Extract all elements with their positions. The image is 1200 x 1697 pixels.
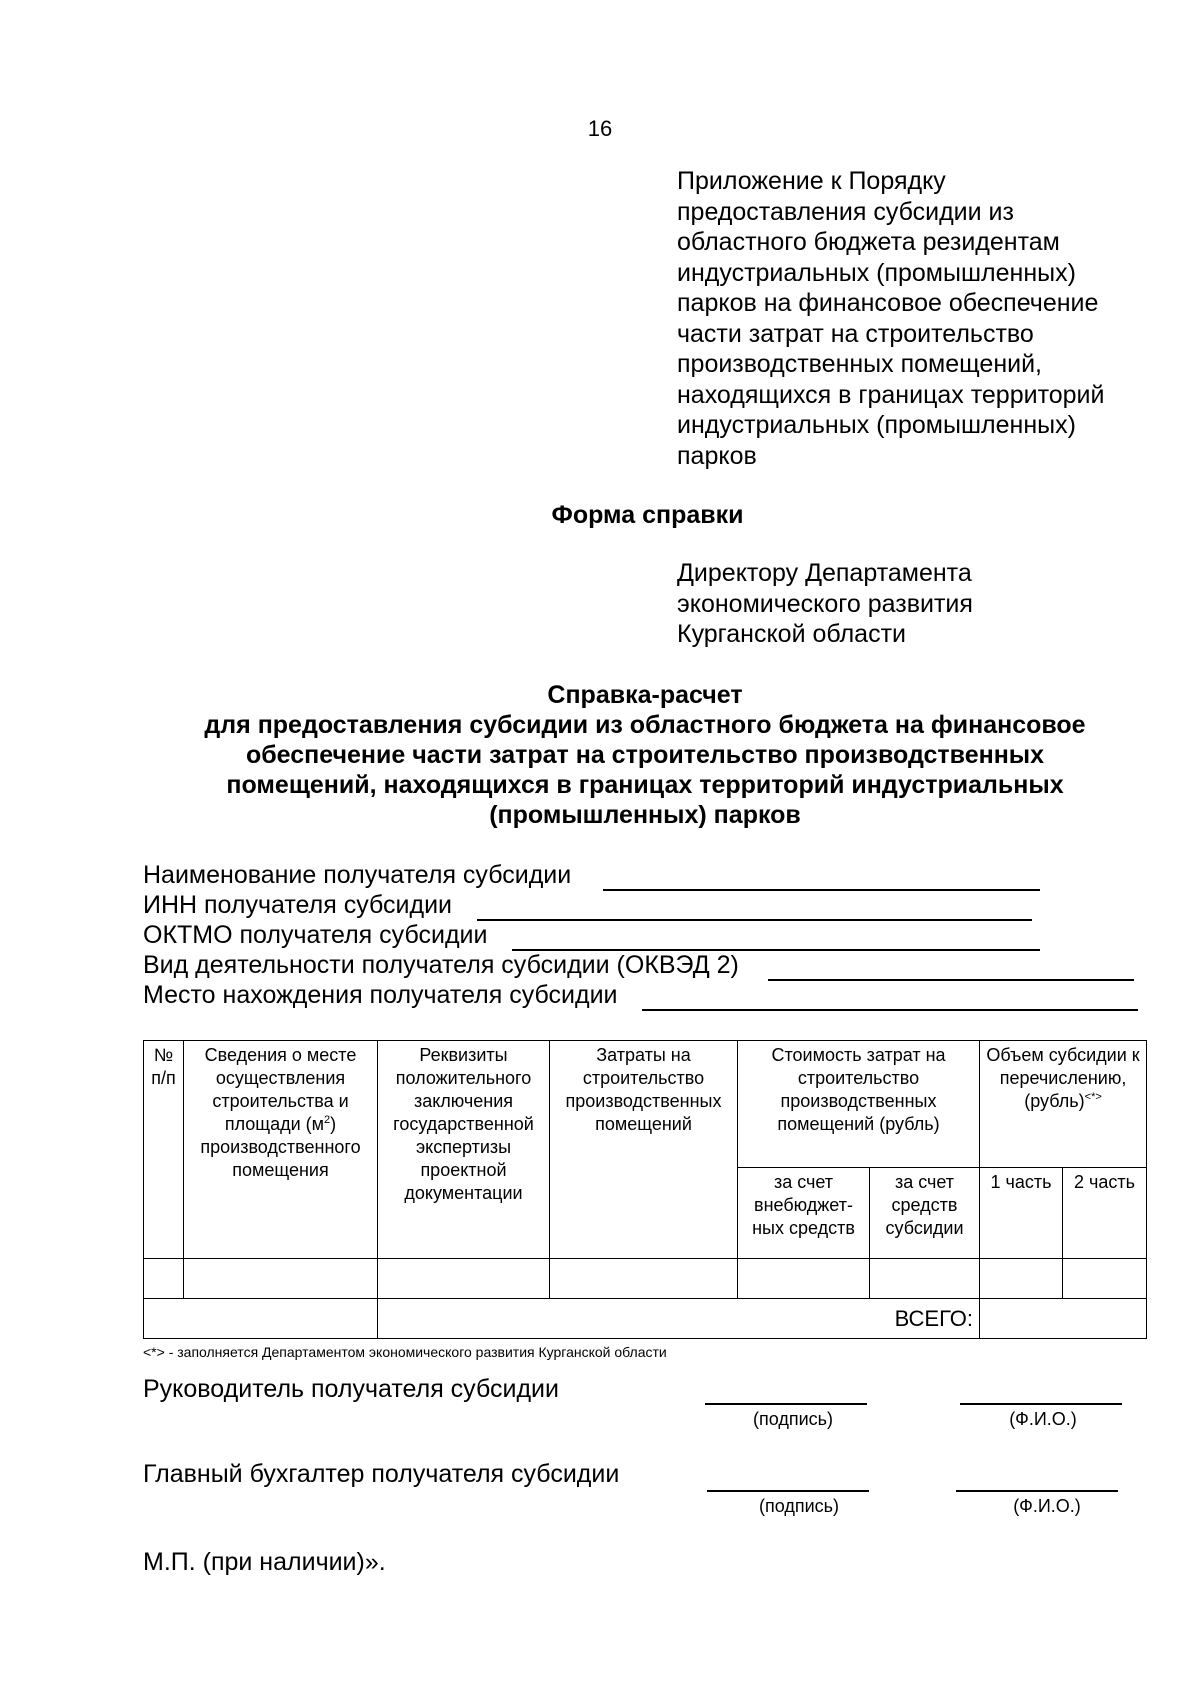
field-label-name: Наименование получателя субсидии [143,861,572,889]
title-line: для предоставления субсидии из областного бюджета на финансовое [204,711,1086,739]
appendix-line: парков [677,441,757,470]
header-subsidy: за счет средств субсидии [870,1168,980,1259]
field-line-inn[interactable] [477,891,1032,921]
cell-requisites[interactable] [378,1259,550,1299]
cell-extrabudget[interactable] [738,1259,870,1299]
appendix-line: индустриальных (промышленных) [677,258,1076,287]
stamp-note: М.П. (при наличии)». [143,1548,386,1576]
title-line: обеспечение части затрат на строительство производственных [245,741,1045,769]
header-volume-sup: <*> [1084,1091,1102,1103]
cell-part1[interactable] [980,1259,1063,1299]
field-line-oktmo[interactable] [512,921,1040,951]
field-label-okved: Вид деятельности получателя субсидии (ОКВЭД 2) [143,951,739,979]
header-place-sup: 2 [324,1114,331,1126]
header-place-tail: ) производственного помещения [200,1114,361,1180]
cell-part2[interactable] [1063,1259,1147,1299]
appendix-line: предоставления субсидии из [677,197,1014,226]
signature-line-accountant[interactable] [707,1462,869,1492]
page-number: 16 [587,116,613,141]
appendix-line: части затрат на строительство [677,319,1034,348]
cell-costs[interactable] [550,1259,738,1299]
header-extrabudget: за счет внебюджет-ных средств [738,1168,870,1259]
footnote: <*> - заполняется Департаментом экономического развития Курганской области [143,1344,667,1360]
title-line: (промышленных) парков [489,801,801,829]
appendix-line: производственных помещений, [677,350,1043,378]
header-part2: 2 часть [1063,1168,1147,1259]
field-line-okved[interactable] [768,951,1134,981]
addressee-line: экономического развития [677,589,973,618]
signature-caption-head: (подпись) [752,1409,834,1429]
header-volume [980,1041,1147,1168]
name-caption-accountant: (Ф.И.О.) [1013,1496,1081,1516]
appendix-line: областного бюджета резидентам [677,228,1060,256]
cell-subsidy[interactable] [870,1259,980,1299]
field-line-location[interactable] [642,981,1138,1011]
cell-total-empty [144,1299,378,1339]
header-cost-value: Стоимость затрат на строительство производственных помещений (рубль) [738,1041,980,1168]
cell-total-value[interactable] [980,1299,1147,1339]
header-place-text: Сведения о месте осуществления строительства и площади (м [204,1045,357,1134]
cell-place[interactable] [184,1259,378,1299]
total-row [144,1299,1147,1339]
name-line-head[interactable] [960,1375,1122,1405]
header-no: № п/п [144,1041,184,1259]
field-label-location: Место нахождения получателя субсидии [143,981,618,1009]
calculation-table [143,1040,1147,1339]
appendix-note [677,166,1105,471]
field-line-name[interactable] [603,861,1040,891]
signature-role-head: Руководитель получателя субсидии [143,1375,559,1403]
appendix-line: находящихся в границах территорий [677,380,1105,409]
title-line: помещений, находящихся в границах территорий индустриальных [226,771,1064,799]
field-label-oktmo: ОКТМО получателя субсидии [143,921,488,949]
header-volume-text: Объем субсидии к перечислению, (рубль) [986,1045,1140,1111]
addressee-line: Директору Департамента [677,559,972,587]
signature-line-head[interactable] [705,1375,867,1405]
table-row [144,1259,1147,1299]
title-line: Справка-расчет [547,681,743,709]
form-title: Форма справки [551,501,744,529]
header-costs: Затраты на строительство производственных помещений [550,1041,738,1259]
signature-role-accountant: Главный бухгалтер получателя субсидии [143,1460,620,1488]
header-place [184,1041,378,1259]
signature-caption-accountant: (подпись) [758,1496,840,1516]
total-label: ВСЕГО: [378,1299,980,1339]
document-title [160,680,1130,830]
addressee-line: Курганской области [677,620,907,648]
appendix-line: индустриальных (промышленных) [677,411,1076,439]
name-caption-head: (Ф.И.О.) [1009,1409,1077,1429]
addressee [677,558,973,650]
appendix-line: парков на финансовое обеспечение [677,289,1099,317]
header-part1: 1 часть [980,1168,1063,1259]
field-label-inn: ИНН получателя субсидии [143,891,452,919]
cell-no[interactable] [144,1259,184,1299]
appendix-line: Приложение к Порядку [677,167,946,195]
name-line-accountant[interactable] [956,1462,1118,1492]
header-requisites: Реквизиты положительного заключения государственной экспертизы проектной документации [378,1041,550,1259]
